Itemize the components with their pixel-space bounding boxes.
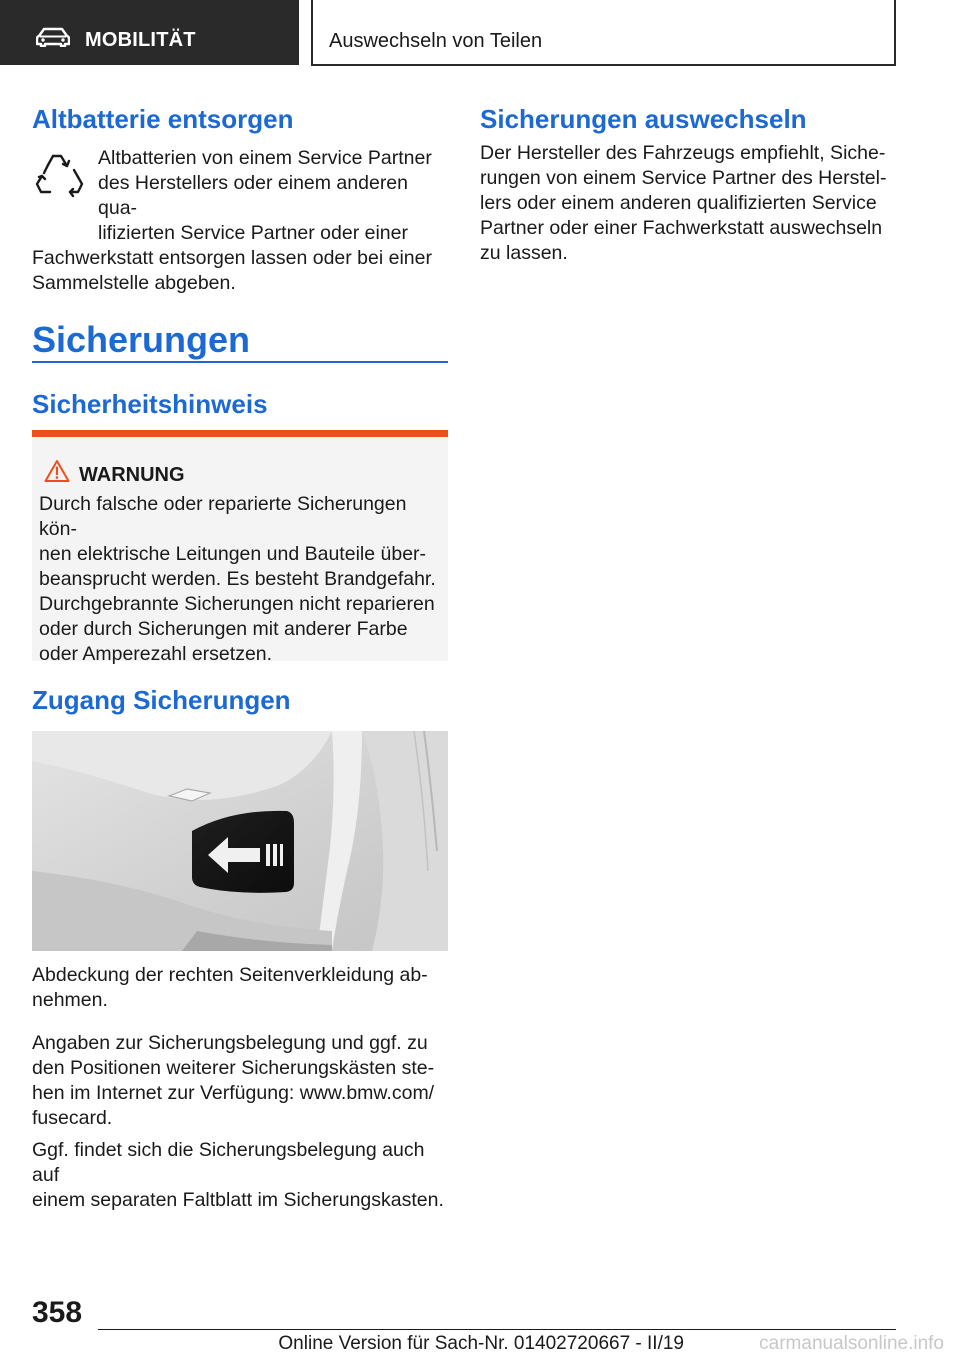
replace-heading: Sicherungen auswechseln (480, 104, 807, 134)
text-line: lers oder einem anderen qualifizierten Service (480, 192, 877, 214)
text-line: Der Hersteller des Fahrzeugs empfiehlt, Siche- (480, 142, 886, 164)
text-line: nen elektrische Leitungen und Bauteile über- (39, 543, 427, 565)
text-line: des Herstellers oder einem anderen qua- (98, 172, 409, 219)
heading-rule (32, 361, 448, 363)
text-line: hen im Internet zur Verfügung: www.bmw.com/ (32, 1082, 435, 1104)
battery-text (32, 146, 448, 296)
warning-title: WARNUNG (79, 464, 185, 486)
warning-box (32, 430, 448, 665)
text-line: Durch falsche oder reparierte Sicherungen kön- (39, 493, 407, 540)
trunk-side-panel-photo (32, 731, 448, 951)
text-line: oder Amperezahl ersetzen. (39, 643, 273, 665)
text-line: Fachwerkstatt entsorgen lassen oder bei einer (32, 247, 432, 269)
text-line: Ggf. findet sich die Sicherungsbelegung auch auf (32, 1139, 425, 1186)
fusecard-paragraph (32, 1031, 448, 1131)
car-icon (36, 27, 70, 47)
footer-rule (98, 1329, 896, 1330)
warning-triangle-icon (44, 459, 70, 483)
text-line: fusecard. (32, 1107, 113, 1129)
text-line: einem separaten Faltblatt im Sicherungskasten. (32, 1189, 444, 1211)
section-label: Auswechseln von Teilen (329, 30, 543, 52)
leaflet-paragraph (32, 1138, 452, 1213)
text-line: nehmen. (32, 989, 108, 1011)
text-line: lifizierten Service Partner oder einer (98, 222, 408, 244)
safety-heading: Sicherheitshinweis (32, 389, 268, 419)
access-heading: Zugang Sicherungen (32, 685, 291, 715)
text-line: Sammelstelle abgeben. (32, 272, 236, 294)
text-line: zu lassen. (480, 242, 568, 264)
fuses-heading: Sicherungen (32, 319, 251, 360)
battery-heading: Altbatterie entsorgen (32, 104, 294, 134)
text-line: beansprucht werden. Es besteht Brandgefahr. (39, 568, 436, 590)
chapter-label: MOBILITÄT (85, 29, 196, 51)
text-line: rungen von einem Service Partner des Herstel- (480, 167, 887, 189)
text-line: Partner oder einer Fachwerkstatt auswechseln (480, 217, 883, 239)
watermark: carmanualsonline.info (759, 1333, 944, 1354)
chapter-tab (0, 0, 299, 65)
page-number: 358 (32, 1296, 83, 1329)
text-line: Durchgebrannte Sicherungen nicht reparieren (39, 593, 435, 615)
access-caption (32, 963, 448, 1013)
warning-text (39, 492, 444, 667)
text-line: Abdeckung der rechten Seitenverkleidung ab- (32, 964, 428, 986)
replace-text (480, 141, 896, 266)
online-version-text: Online Version für Sach-Nr. 01402720667 - II/19 (278, 1333, 684, 1354)
text-line: Altbatterien von einem Service Partner (98, 147, 432, 169)
text-line: den Positionen weiterer Sicherungskästen ste- (32, 1057, 435, 1079)
section-header (311, 0, 896, 66)
text-line: oder durch Sicherungen mit anderer Farbe (39, 618, 408, 640)
text-line: Angaben zur Sicherungsbelegung und ggf. zu (32, 1032, 428, 1054)
